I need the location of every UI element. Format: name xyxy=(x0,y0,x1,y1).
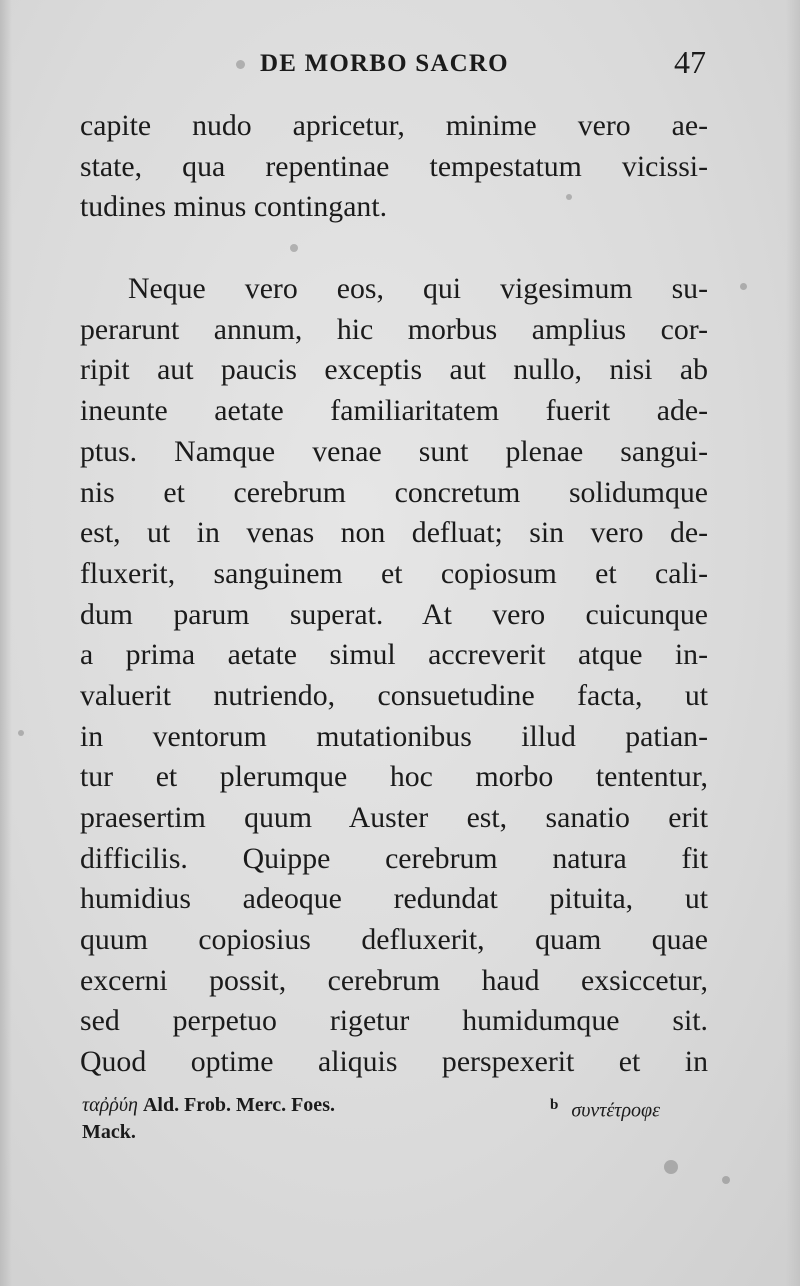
footnote-a-sources: Ald. Frob. Merc. Foes. xyxy=(142,1094,335,1116)
running-head xyxy=(80,46,706,86)
text-line: in ventorum mutationibus illud patian- xyxy=(80,719,708,753)
footnote-a xyxy=(82,1092,335,1119)
paragraph-gap xyxy=(80,228,708,269)
text-line: humidius adeoque redundat pituita, ut xyxy=(80,882,708,916)
print-speck xyxy=(664,1160,678,1174)
text-line: dum parum superat. At vero cuicunque xyxy=(80,597,708,631)
footnote-b-greek: συντέτροφε xyxy=(571,1099,661,1122)
page-edge-right xyxy=(786,0,800,1286)
text-line: difficilis. Quippe cerebrum natura fit xyxy=(80,841,708,875)
text-line: nis et cerebrum concretum solidumque xyxy=(80,475,708,509)
text-line: a prima aetate simul accreverit atque in- xyxy=(80,638,708,672)
text-line: excerni possit, cerebrum haud exsiccetur, xyxy=(80,963,708,997)
body-text xyxy=(80,106,708,1083)
footnote-b-marker: b xyxy=(550,1097,559,1113)
text-line: ptus. Namque venae sunt plenae sangui- xyxy=(80,434,708,468)
text-line: praesertim quum Auster est, sanatio erit xyxy=(80,801,708,834)
text-line: ineunte aetate familiaritatem fuerit ade- xyxy=(80,394,708,428)
footnote-a-continued: Mack. xyxy=(82,1121,136,1143)
text-line: sed perpetuo rigetur humidumque sit. xyxy=(80,1004,708,1038)
text-line: state, qua repentinae tempestatum vicissi- xyxy=(80,149,708,183)
footnote-a-greek: ταῤῥύη xyxy=(82,1094,138,1116)
page-edge-left xyxy=(0,0,12,1286)
text-line: est, ut in venas non defluat; sin vero de- xyxy=(80,516,708,550)
footnotes xyxy=(82,1092,708,1146)
text-line: ripit aut paucis exceptis aut nullo, nisi ab xyxy=(80,353,708,387)
text-line: capite nudo apricetur, minime vero ae- xyxy=(80,109,708,142)
print-speck xyxy=(740,283,747,290)
running-head-title: DE MORBO SACRO xyxy=(260,50,509,77)
text-line: fluxerit, sanguinem et copiosum et cali- xyxy=(80,556,708,590)
text-line: Neque vero eos, qui vigesimum su- xyxy=(128,272,708,306)
text-line: perarunt annum, hic morbus amplius cor- xyxy=(80,312,708,346)
footnote-row xyxy=(82,1119,708,1146)
text-line: Quod optime aliquis perspexerit et in xyxy=(80,1045,708,1079)
text-line: tur et plerumque hoc morbo tententur, xyxy=(80,760,708,794)
text-line: tudines minus contingant. xyxy=(80,190,388,224)
footnote-row xyxy=(82,1092,708,1122)
print-speck xyxy=(722,1176,730,1184)
text-line: valuerit nutriendo, consuetudine facta, ut xyxy=(80,678,708,712)
print-speck xyxy=(18,730,24,736)
page-number: 47 xyxy=(674,44,706,80)
text-line: quum copiosius defluxerit, quam quae xyxy=(80,923,708,957)
